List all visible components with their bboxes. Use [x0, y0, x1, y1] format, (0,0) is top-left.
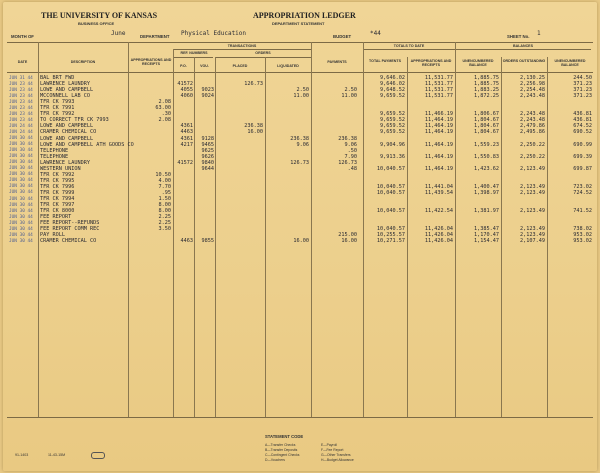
cell-total-approp: 11,466.19 [424, 111, 453, 118]
cell-outst: 2,123.49 [520, 208, 545, 215]
cell-desc: LOWE AND CAMPBELL ATH GOODS CO [40, 141, 134, 148]
department-label: DEPARTMENT [140, 34, 170, 39]
cell-approp: 10.50 [155, 171, 171, 178]
statement-title: DEPARTMENT STATEMENT [272, 21, 325, 26]
table-bottom-rule [7, 417, 593, 418]
cell-total-pay: 9,648.52 [380, 87, 405, 94]
col-orders-outstanding: ORDERS OUTSTANDING [502, 59, 546, 63]
cell-outst: 2,123.49 [520, 165, 545, 172]
cell-date: JUN 24 44 [9, 129, 33, 135]
cell-po: 4463 [180, 129, 193, 136]
cell-desc: TFR CK 7992 [40, 111, 75, 118]
cell-unenc2: 953.02 [573, 232, 592, 239]
cell-outst: 2,123.49 [520, 183, 545, 190]
cell-total-approp: 11,441.04 [424, 183, 453, 190]
orders-rule [215, 57, 311, 58]
cell-approp: 3.50 [158, 226, 171, 233]
cell-desc: TFR CK 7992 [40, 171, 75, 178]
transactions-rule [173, 49, 311, 50]
cell-date: JUN 30 44 [9, 166, 33, 172]
cell-desc: LOWE AND CAMPBELL [40, 87, 94, 94]
cell-pay: 9.06 [344, 141, 357, 148]
cell-total-pay: 10,271.57 [376, 238, 405, 245]
department-value: Physical Education [181, 30, 247, 37]
form-date: 11-43-15M [48, 453, 66, 457]
cell-desc: TFR CK 8000 [40, 208, 75, 215]
cell-date: JUN 30 44 [9, 148, 33, 154]
cell-unenc: 1,806.67 [474, 111, 499, 118]
cell-total-approp: 11,531.77 [424, 81, 453, 88]
cell-unenc2: 699.87 [573, 165, 592, 172]
cell-date: JUN 30 44 [9, 214, 33, 220]
cell-date: JUN 30 44 [9, 238, 33, 244]
cell-total-approp: 11,426.04 [424, 232, 453, 239]
cell-outst: 2,243.48 [520, 93, 545, 100]
cell-unenc2: 690.52 [573, 129, 592, 136]
sheet-value: 1 [537, 30, 541, 37]
cell-total-approp: 11,426.04 [424, 226, 453, 233]
cell-total-pay: 10,040.57 [376, 183, 405, 190]
cell-outst: 2,250.22 [520, 153, 545, 160]
cell-total-pay: 9,659.52 [380, 117, 405, 124]
cell-date: JUN 30 44 [9, 226, 33, 232]
col-po: P.O. [180, 64, 187, 68]
union-label-icon [91, 452, 105, 459]
col-approp: APPROPRIATIONS AND RECEIPTS [130, 58, 172, 67]
cell-date: JUN 30 44 [9, 232, 33, 238]
ref-rule [173, 57, 213, 58]
cell-approp: 1.50 [158, 196, 171, 202]
cell-total-approp: 11,439.54 [424, 189, 453, 196]
cell-unenc: 1,400.47 [474, 183, 499, 190]
cell-unenc2: 244.50 [573, 75, 592, 81]
cell-desc: MCCONNELL LAB CO [40, 93, 90, 100]
cell-pay: 215.00 [338, 232, 357, 239]
code-item: G—Other Transfers [321, 453, 351, 457]
cell-po: 4361 [180, 123, 193, 130]
cell-date: JUN 30 44 [9, 202, 33, 208]
cell-outst: 2,254.48 [520, 87, 545, 94]
cell-total-pay: 9,646.02 [380, 75, 405, 81]
cell-po: 4060 [180, 93, 193, 100]
office-label: BUSINESS OFFICE [78, 21, 115, 26]
cell-desc: CRAMER CHEMICAL CO [40, 129, 97, 136]
cell-total-pay: 9,659.52 [380, 123, 405, 130]
cell-placed: 236.38 [244, 123, 263, 130]
col-description: DESCRIPTION [70, 60, 96, 64]
cell-unenc: 1,885.75 [474, 75, 499, 81]
col-placed: PLACED [232, 64, 248, 68]
month-value: June [111, 30, 126, 37]
cell-unenc: 1,804.67 [474, 123, 499, 130]
cell-outst: 2,107.49 [520, 238, 545, 245]
cell-total-pay: 10,255.57 [376, 232, 405, 239]
cell-placed: 126.73 [244, 81, 263, 88]
cell-desc: PAY ROLL [40, 232, 65, 239]
cell-total-pay: 9,659.52 [380, 111, 405, 118]
cell-date: JUN 30 44 [9, 136, 33, 141]
form-number: 91-1403 [15, 453, 29, 457]
col-unencumbered: UNENCUMBERED BALANCE [462, 59, 494, 68]
cell-total-approp: 11,422.54 [424, 208, 453, 215]
cell-pay: .50 [347, 147, 357, 154]
cell-desc: TFR CK 7991 [40, 105, 75, 112]
cell-total-approp: 11,464.19 [424, 123, 453, 130]
cell-date: JUN 23 44 [9, 105, 33, 111]
cell-desc: TFR CK 7994 [40, 196, 75, 202]
cell-vou: 9626 [201, 153, 214, 160]
cell-unenc2: 738.02 [573, 226, 592, 233]
col-total-approp: APPROPRIATIONS AND RECEIPTS [410, 59, 452, 68]
cell-total-approp: 11,531.77 [424, 75, 453, 81]
cell-unenc2: 690.99 [573, 141, 592, 148]
col-total-payments: TOTAL PAYMENTS [369, 59, 401, 63]
cell-po: 4217 [180, 141, 193, 148]
cell-approp: 2.25 [158, 220, 171, 227]
code-item: A—Transfer Checks [265, 443, 296, 447]
cell-approp: .95 [161, 189, 171, 196]
cell-pay: 126.73 [338, 159, 357, 166]
cell-liq: 2.50 [296, 87, 309, 94]
cell-vou: 9644 [201, 165, 214, 172]
cell-date: JUN 23 44 [9, 93, 33, 99]
cell-approp: 2.08 [158, 99, 171, 106]
cell-pay: 236.38 [338, 135, 357, 142]
cell-unenc2: 436.81 [573, 117, 592, 124]
cell-total-pay: 9,659.52 [380, 93, 405, 100]
statement-code-title: STATEMENT CODE [265, 434, 304, 439]
university-title: THE UNIVERSITY OF KANSAS [41, 11, 158, 20]
cell-outst: 2,130.25 [520, 75, 545, 81]
budget-label: BUDGET [333, 34, 352, 39]
cell-date: JUN 23 44 [9, 81, 33, 87]
header-bottom-rule [7, 72, 593, 73]
cell-vou: 9023 [201, 87, 214, 94]
cell-approp: 2.25 [158, 214, 171, 221]
cell-unenc2: 723.02 [573, 183, 592, 190]
cell-po: 41572 [177, 81, 193, 88]
cell-vou: 9128 [201, 135, 214, 142]
cell-unenc2: 953.02 [573, 238, 592, 245]
col-transactions: TRANSACTIONS [227, 44, 257, 48]
cell-outst: 2,123.49 [520, 232, 545, 239]
cell-liq: 9.06 [296, 141, 309, 148]
cell-unenc2: 371.23 [573, 87, 592, 94]
cell-date: JUN 30 44 [9, 142, 33, 148]
cell-date: JUN 30 44 [9, 190, 33, 196]
cell-total-approp: 11,464.19 [424, 129, 453, 136]
cell-date: JUN 30 44 [9, 184, 33, 190]
cell-date: JUN 30 44 [9, 208, 33, 214]
budget-value: *44 [370, 30, 381, 37]
cell-desc: TFR CK 7996 [40, 183, 75, 190]
cell-unenc: 1,154.47 [474, 238, 499, 245]
col-liquidated: LIQUIDATED [277, 64, 299, 68]
cell-desc: CRAMER CHEMICAL CO [40, 238, 97, 245]
col-payments: PAYMENTS [327, 60, 347, 64]
cell-total-pay: 10,040.57 [376, 189, 405, 196]
col-vou: VOU. [200, 64, 209, 68]
cell-unenc2: 371.23 [573, 81, 592, 88]
cell-desc: TELEPHONE [40, 153, 69, 160]
col-unencumbered-2: UNENCUMBERED BALANCE [554, 59, 586, 68]
col-totals: TOTALS TO DATE [393, 44, 425, 48]
cell-date: JUN 23 44 [9, 99, 33, 105]
cell-vou: 9465 [201, 141, 214, 148]
cell-vou: 9024 [201, 93, 214, 100]
cell-desc: LAWRENCE LAUNDRY [40, 81, 90, 88]
cell-unenc: 1,385.47 [474, 226, 499, 233]
code-item: D—Vouchers [265, 458, 285, 462]
cell-unenc: 1,804.67 [474, 129, 499, 136]
cell-approp: 8.00 [158, 208, 171, 215]
code-item: H—Budget Allowance [321, 458, 354, 462]
cell-date: JUN 24 44 [9, 123, 33, 129]
cell-outst: 2,256.98 [520, 81, 545, 88]
cell-approp: 63.00 [155, 105, 171, 112]
cell-total-approp: 11,464.19 [424, 153, 453, 160]
cell-unenc: 1,381.97 [474, 208, 499, 215]
cell-unenc: 1,559.23 [474, 141, 499, 148]
cell-pay: 11.00 [341, 93, 357, 100]
cell-date: JUN 23 44 [9, 117, 33, 123]
cell-liq: 11.00 [293, 93, 309, 100]
cell-pay: 16.00 [341, 238, 357, 245]
cell-desc: TELEPHONE [40, 147, 69, 154]
cell-desc: FEE REPORT COMM REC [40, 226, 100, 233]
cell-total-pay: 9,913.36 [380, 153, 405, 160]
sheet-label: SHEET No. [507, 34, 530, 39]
cell-po: 4463 [180, 238, 193, 245]
ledger-title: APPROPRIATION LEDGER [253, 11, 356, 20]
month-label: MONTH OF [11, 34, 34, 39]
code-item: C—Contingent Checks [265, 453, 300, 457]
cell-date: JUN 30 44 [9, 196, 33, 202]
cell-date: JUN 23 44 [9, 87, 33, 93]
cell-desc: TFR CK 7993 [40, 99, 75, 106]
header-top-rule [7, 42, 593, 43]
cell-unenc: 1,170.47 [474, 232, 499, 239]
cell-desc: TFR CK 7999 [40, 189, 75, 196]
cell-unenc2: 371.23 [573, 93, 592, 100]
cell-outst: 2,250.22 [520, 141, 545, 148]
col-ref: REF. NUMBERS [180, 51, 208, 55]
code-item: B—Transfer Deposits [265, 448, 298, 452]
code-item: E—Payroll [321, 443, 338, 447]
cell-pay: 7.90 [344, 153, 357, 160]
cell-total-pay: 10,040.57 [376, 208, 405, 215]
cell-unenc: 1,423.62 [474, 165, 499, 172]
cell-unenc2: 674.52 [573, 123, 592, 130]
cell-desc: TO CORRECT TFR CK 7993 [40, 117, 109, 124]
cell-total-approp: 11,464.19 [424, 141, 453, 148]
cell-unenc2: 436.81 [573, 111, 592, 118]
cell-outst: 2,479.86 [520, 123, 545, 130]
col-date: DATE [17, 60, 28, 64]
cell-desc: BAL BRT FWD [40, 75, 75, 81]
totals-rule [363, 49, 591, 50]
cell-total-pay: 9,659.52 [380, 129, 405, 136]
cell-total-pay: 9,646.02 [380, 81, 405, 88]
cell-desc: LOWE AND CAMPBELL [40, 123, 94, 130]
cell-unenc: 1,804.67 [474, 117, 499, 124]
cell-unenc: 1,885.75 [474, 81, 499, 88]
cell-liq: 16.00 [293, 238, 309, 245]
cell-vou: 9840 [201, 159, 214, 166]
cell-total-pay: 9,904.96 [380, 141, 405, 148]
cell-total-pay: 10,040.57 [376, 165, 405, 172]
cell-approp: 8.00 [158, 202, 171, 209]
cell-date: JUN 23 44 [9, 111, 33, 117]
cell-vou: 9625 [201, 147, 214, 154]
cell-approp: .30 [161, 111, 171, 118]
cell-total-approp: 11,426.04 [424, 238, 453, 245]
cell-liq: 126.73 [290, 159, 309, 166]
cell-outst: 2,495.86 [520, 129, 545, 136]
cell-unenc: 1,550.83 [474, 153, 499, 160]
cell-date: JUN 31 44 [9, 75, 33, 81]
cell-unenc: 1,872.25 [474, 93, 499, 100]
cell-desc: LOWE AND CAMPBELL [40, 135, 94, 142]
cell-desc: WESTERN UNION [40, 165, 81, 172]
cell-placed: 16.00 [247, 129, 263, 136]
cell-desc: TFR CK 7995 [40, 177, 75, 184]
cell-unenc2: 741.52 [573, 208, 592, 215]
cell-unenc2: 699.39 [573, 153, 592, 160]
cell-liq: 236.38 [290, 135, 309, 142]
cell-desc: LAWRENCE LAUNDRY [40, 159, 90, 166]
cell-unenc: 1,883.25 [474, 87, 499, 94]
cell-date: JUN 30 44 [9, 154, 33, 160]
code-item: F—Fee Report [321, 448, 344, 452]
cell-po: 4055 [180, 87, 193, 94]
cell-outst: 2,123.49 [520, 226, 545, 233]
cell-date: JUN 30 44 [9, 178, 33, 184]
cell-desc: FEE REPORT [40, 214, 72, 221]
cell-date: JUN 30 44 [9, 172, 33, 178]
cell-unenc2: 724.52 [573, 189, 592, 196]
cell-po: 4361 [180, 135, 193, 142]
cell-date: JUN 30 44 [9, 160, 33, 166]
cell-approp: 4.00 [158, 177, 171, 184]
cell-total-approp: 11,531.77 [424, 93, 453, 100]
cell-total-approp: 11,531.77 [424, 87, 453, 94]
col-balances: BALANCES [513, 44, 533, 48]
cell-pay: 2.50 [344, 87, 357, 94]
cell-outst: 2,123.49 [520, 189, 545, 196]
cell-approp: 7.70 [158, 183, 171, 190]
cell-desc: FEE REPORT--REFUNDS [40, 220, 100, 227]
table-row [3, 238, 597, 245]
cell-po: 41572 [177, 159, 193, 166]
cell-outst: 2,243.48 [520, 111, 545, 118]
cell-total-pay: 10,040.57 [376, 226, 405, 233]
cell-total-approp: 11,464.19 [424, 117, 453, 124]
cell-unenc: 1,398.97 [474, 189, 499, 196]
cell-outst: 2,243.48 [520, 117, 545, 124]
cell-vou: 9855 [201, 238, 214, 245]
cell-total-approp: 11,464.19 [424, 165, 453, 172]
cell-date: JUN 30 44 [9, 220, 33, 226]
cell-pay: .48 [347, 165, 357, 172]
ledger-paper [3, 2, 597, 471]
cell-approp: 2.08 [158, 117, 171, 124]
col-orders: ORDERS [255, 51, 271, 55]
cell-desc: TFR CK 7997 [40, 202, 75, 209]
